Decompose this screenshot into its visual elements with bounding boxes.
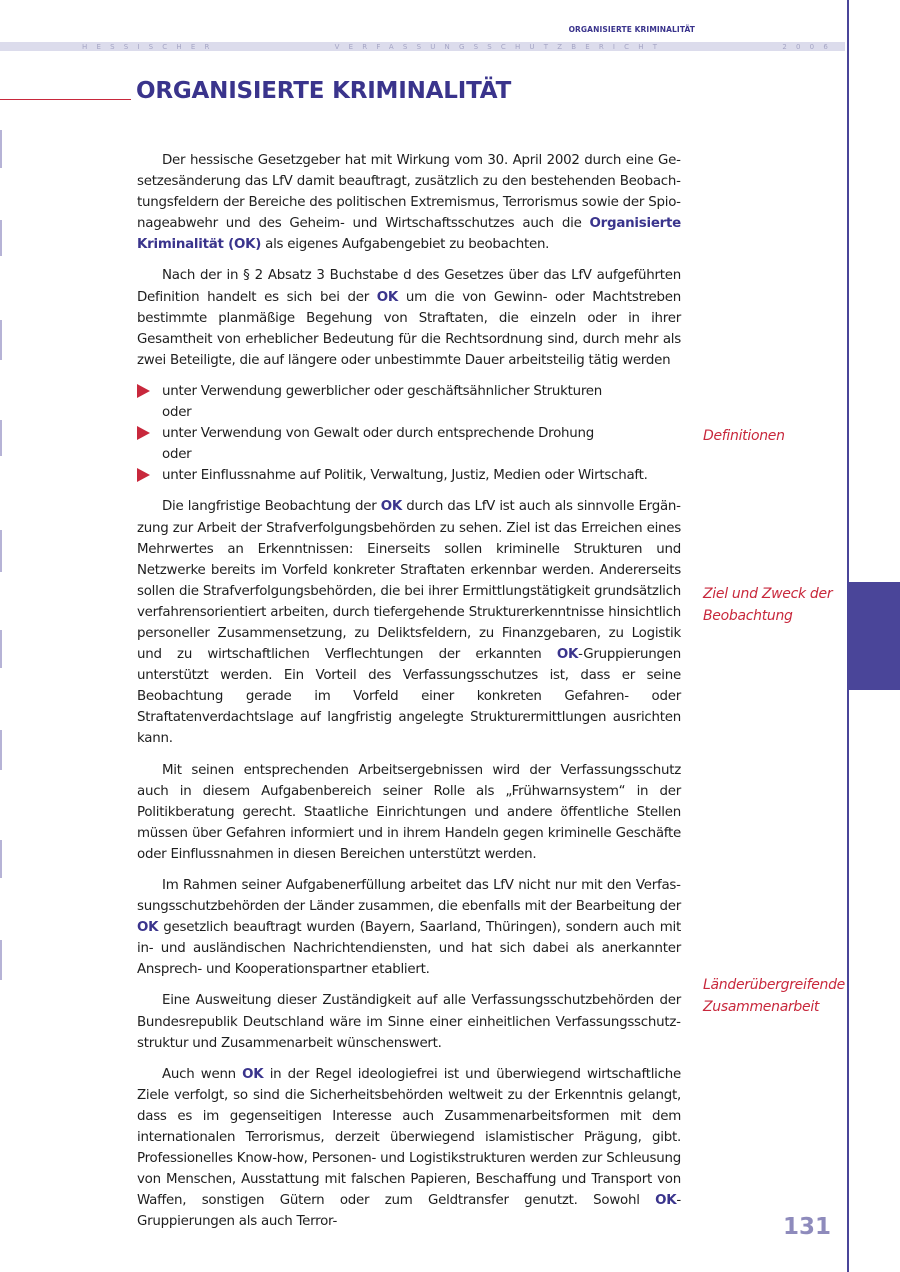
paragraph-terrorism: Auch wenn OK in der Regel ideologiefrei ist und überwiegend wirtschaftliche Ziele verfolgt, so sind die Sicherheitsbehörden weltweit zu der Erkenntnis gelangt, dass es im gegenseitigen Interesse auch Zusammenarbeitsformen mit dem internationalen Terrorismus, derzeit überwiegend islamistischer Prägung, gibt. Professionelles Know-how, Personen- und Logistikstrukturen werden zur Schleusung von Menschen, Ausstattung mit falschen Papieren, Beschaffung und Transport von Waffen, sonstigen Gütern oder zum Geldtransfer genutzt. Sowohl OK-Gruppierungen als auch Terror-: [137, 1066, 681, 1230]
keyword-ok: OK: [556, 647, 579, 663]
paragraph-extension: Eine Ausweitung dieser Zuständigkeit auf alle Verfassungsschutzbehörden der Bundesrepublik Deutschland wäre im Sinne einer einheitlichen Verfassungsschutzstruktur und Zusammenarbeit wünschenswert.: [137, 993, 681, 1051]
header-band-text: [82, 42, 837, 51]
list-item: unter Einflussnahme auf Politik, Verwaltung, Justiz, Medien oder Wirtschaft.: [137, 465, 681, 486]
definition-list: [137, 381, 681, 486]
running-head: ORGANISIERTE KRIMINALITÄT: [568, 25, 695, 34]
chapter-side-tab: [849, 582, 900, 690]
keyword-ok: OK: [242, 1066, 264, 1082]
list-item: unter Verwendung von Gewalt oder durch entsprechende Drohung oder: [137, 423, 681, 465]
header-word-publisher: HESSISCHER: [82, 42, 219, 51]
paragraph-cooperation: Im Rahmen seiner Aufgabenerfüllung arbeitet das LfV nicht nur mit den Verfassungsschutzbehörden der Länder zusammen, die ebenfalls mit der Bearbeitung der OK gesetzlich beauftragt wurden (Bayern, Saarland, Thüringen), sondern auch mit in- und ausländischen Nachrichtendiensten, und hat sich dabei als anerkannter Ansprech- und Kooperationspartner etabliert.: [137, 878, 681, 978]
header-word-report: VERFASSUNGSSCHUTZBERICHT: [334, 42, 667, 51]
keyword-ok-term: Organisierte Kriminalität (OK): [137, 216, 681, 253]
margin-note-ziel: Ziel und Zweck der Beobachtung: [703, 586, 833, 624]
keyword-ok: OK: [137, 920, 159, 936]
header-word-year: 2006: [782, 42, 837, 51]
page-title: ORGANISIERTE KRIMINALITÄT: [136, 78, 512, 104]
keyword-ok: OK: [380, 499, 402, 515]
triangle-bullet-icon: [137, 426, 150, 440]
paragraph-early-warning: Mit seinen entsprechenden Arbeitsergebnissen wird der Verfassungsschutz auch in diesem Aufgabenbereich seiner Rolle als „Frühwarnsystem“ in der Politikberatung gerecht. Staatliche Einrichtungen und andere öffentliche Stellen müssen über Gefahren informiert und in ihrem Handeln gegen kriminelle Geschäfte oder Einflussnahmen in diesen Bereichen unterstützt werden.: [137, 762, 681, 862]
paragraph-intro: Der hessische Gesetzgeber hat mit Wirkung vom 30. April 2002 durch eine Gesetzesänderung das LfV damit beauftragt, zusätzlich zu den bestehenden Beobachtungsfeldern der Bereiche des politischen Extremismus, Terrorismus sowie der Spionageabwehr und des Geheim- und Wirtschaftsschutzes auch die Organisierte Kriminalität (OK) als eigenes Aufgabengebiet zu beobachten.: [137, 153, 681, 253]
title-left-rule: [0, 99, 131, 100]
page-edge-marks: [0, 120, 3, 980]
margin-note-zusammenarbeit: Länderübergreifende Zusammenarbeit: [703, 977, 845, 1015]
main-text-column: [137, 150, 681, 1243]
list-item: unter Verwendung gewerblicher oder geschäftsähnlicher Strukturen oder: [137, 381, 681, 423]
triangle-bullet-icon: [137, 384, 150, 398]
triangle-bullet-icon: [137, 468, 150, 482]
paragraph-definition: Nach der in § 2 Absatz 3 Buchstabe d des Gesetzes über das LfV aufgeführten Definition handelt es sich bei der OK um die von Gewinn- oder Machtstreben bestimmte planmäßige Begehung von Straftaten, die einzeln oder in ihrer Gesamtheit von erheblicher Bedeutung für die Rechtsordnung sind, durch mehr als zwei Beteiligte, die auf längere oder unbestimmte Dauer arbeitsteilig tätig werden: [137, 268, 682, 368]
margin-note-definitionen: Definitionen: [703, 428, 785, 444]
keyword-ok: OK: [655, 1193, 677, 1209]
page-number: 131: [783, 1214, 832, 1240]
keyword-ok: OK: [376, 289, 399, 305]
paragraph-observation: Die langfristige Beobachtung der OK durch das LfV ist auch als sinnvolle Ergänzung zur Arbeit der Strafverfolgungsbehörden zu sehen. Ziel ist das Erreichen eines Mehrwertes an Erkenntnissen: Einerseits sollen kriminelle Strukturen und Netzwerke bereits im Vorfeld konkreter Straftaten erkennbar werden. Andererseits sollen die Strafverfolgungsbehörden, die bei ihrer Ermittlungstätigkeit grundsätzlich verfahrensorientiert arbeiten, durch tiefergehende Strukturerkenntnisse hinsichtlich personeller Zusammensetzung, zu Deliktsfeldern, zu Finanzgebaren, zu Logistik und zu wirtschaftlichen Verflechtungen der erkannten OK-Gruppierungen unterstützt werden. Ein Vorteil des Verfassungsschutzes ist, dass er seine Beobachtung gerade im Vorfeld einer konkreten Gefahren- oder Straftatenverdachtslage auf langfristig angelegte Strukturermittlungen ausrichten kann.: [137, 499, 681, 747]
